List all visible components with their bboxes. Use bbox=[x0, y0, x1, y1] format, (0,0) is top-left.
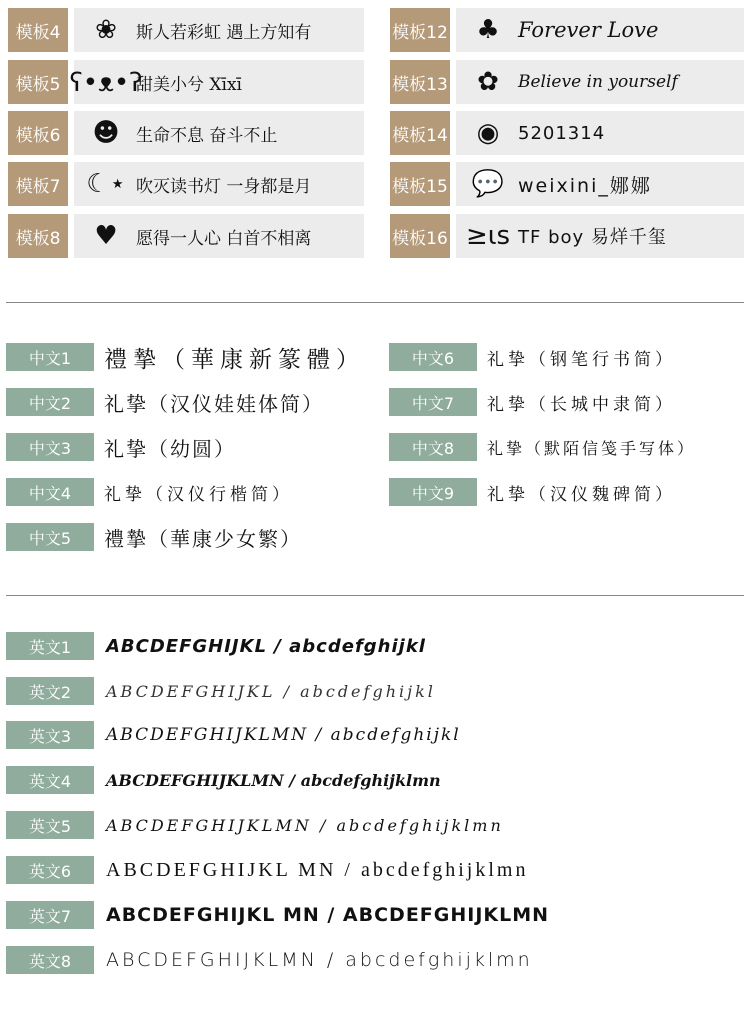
chinese-font-option[interactable] bbox=[389, 478, 676, 506]
font-sample: 禮摯（華康少女繁） bbox=[104, 526, 302, 551]
font-sample: 禮摯（華康新篆體） bbox=[104, 346, 365, 373]
template-text: 5201314 bbox=[518, 122, 606, 144]
template-preview bbox=[74, 8, 364, 52]
template-grid bbox=[0, 0, 750, 270]
template-text: 斯人若彩虹 遇上方知有 bbox=[136, 22, 312, 43]
english-font-option[interactable] bbox=[6, 946, 533, 974]
font-label: 英文2 bbox=[6, 677, 94, 705]
font-label: 中文5 bbox=[6, 523, 94, 551]
section-divider bbox=[6, 595, 744, 596]
template-label: 模板8 bbox=[8, 214, 68, 258]
bear-face-icon: ʕ•ᴥ•ʔ bbox=[69, 67, 143, 98]
template-text: weixini_娜娜 bbox=[518, 174, 652, 197]
english-font-option[interactable] bbox=[6, 811, 504, 839]
wechat-icon: 💬 bbox=[471, 169, 505, 199]
font-label: 中文1 bbox=[6, 343, 94, 371]
font-label: 英文6 bbox=[6, 856, 94, 884]
template-label: 模板16 bbox=[390, 214, 450, 258]
chinese-font-option[interactable] bbox=[6, 523, 302, 551]
chinese-font-option[interactable] bbox=[6, 388, 324, 416]
font-sample: 礼挚（长城中隶简） bbox=[487, 394, 676, 415]
font-sample: ABCDEFGHIJKLMN / abcdefghijklmn bbox=[106, 949, 533, 971]
template-option[interactable] bbox=[390, 162, 744, 206]
font-label: 中文7 bbox=[389, 388, 477, 416]
template-text: 吹灭读书灯 一身都是月 bbox=[136, 176, 312, 197]
english-font-option[interactable] bbox=[6, 901, 549, 929]
moon-star-icon: ☾⋆ bbox=[86, 169, 126, 199]
font-sample: 礼挚（汉仪魏碑简） bbox=[487, 484, 676, 505]
template-text: Forever Love bbox=[518, 18, 659, 42]
font-label: 中文8 bbox=[389, 433, 477, 461]
template-label: 模板5 bbox=[8, 60, 68, 104]
english-font-option[interactable] bbox=[6, 766, 441, 794]
template-preview bbox=[74, 111, 364, 155]
chinese-font-option[interactable] bbox=[6, 433, 236, 461]
template-label: 模板7 bbox=[8, 162, 68, 206]
template-option[interactable] bbox=[390, 60, 744, 104]
angry-bird-icon: ☻ bbox=[92, 118, 120, 148]
font-label: 中文6 bbox=[389, 343, 477, 371]
english-font-option[interactable] bbox=[6, 632, 426, 660]
template-option[interactable] bbox=[8, 8, 364, 52]
template-text: TF boy 易烊千玺 bbox=[518, 227, 667, 248]
font-sample: ABCDEFGHIJKL MN / abcdefghijklmn bbox=[106, 858, 529, 881]
font-sample: ABCDEFGHIJKLMN / abcdefghijklmn bbox=[106, 770, 441, 790]
font-sample: ABCDEFGHIJKL / abcdefghijkl bbox=[106, 635, 426, 657]
font-label: 英文4 bbox=[6, 766, 94, 794]
heart-icon: ♥ bbox=[94, 221, 118, 251]
font-label: 英文7 bbox=[6, 901, 94, 929]
template-option[interactable] bbox=[8, 162, 364, 206]
template-option[interactable] bbox=[8, 60, 364, 104]
font-sample: ABCDEFGHIJKLMN / abcdefghijklmn bbox=[106, 815, 504, 835]
template-label: 模板6 bbox=[8, 111, 68, 155]
rose-icon: ✿ bbox=[477, 67, 499, 97]
font-label: 英文5 bbox=[6, 811, 94, 839]
tfboys-logo-icon: ≥ιs bbox=[465, 221, 511, 251]
template-label: 模板12 bbox=[390, 8, 450, 52]
rose-icon: ❀ bbox=[95, 15, 117, 45]
section-divider bbox=[6, 302, 744, 303]
template-label: 模板14 bbox=[390, 111, 450, 155]
template-label: 模板13 bbox=[390, 60, 450, 104]
english-font-option[interactable] bbox=[6, 721, 461, 749]
template-preview bbox=[74, 162, 364, 206]
font-sample: ABCDEFGHIJKL MN / ABCDEFGHIJKLMN bbox=[106, 904, 550, 926]
font-sample: 礼挚（钢笔行书简） bbox=[487, 349, 676, 370]
qq-penguin-icon: ◉ bbox=[476, 118, 500, 148]
template-preview bbox=[456, 8, 744, 52]
font-label: 英文3 bbox=[6, 721, 94, 749]
template-option[interactable] bbox=[390, 111, 744, 155]
template-label: 模板4 bbox=[8, 8, 68, 52]
font-label: 中文4 bbox=[6, 478, 94, 506]
font-label: 中文9 bbox=[389, 478, 477, 506]
font-sample: 礼挚（幼圆） bbox=[104, 436, 236, 461]
font-label: 中文2 bbox=[6, 388, 94, 416]
chinese-font-option[interactable] bbox=[6, 343, 365, 371]
font-label: 英文8 bbox=[6, 946, 94, 974]
font-sample: 礼挚（汉仪娃娃体简） bbox=[104, 391, 324, 416]
font-label: 中文3 bbox=[6, 433, 94, 461]
chinese-font-option[interactable] bbox=[389, 388, 676, 416]
template-preview bbox=[74, 214, 364, 258]
chinese-font-option[interactable] bbox=[389, 343, 676, 371]
template-option[interactable] bbox=[390, 214, 744, 258]
template-text: 甜美小兮 Xīxī bbox=[136, 74, 242, 95]
english-font-option[interactable] bbox=[6, 677, 436, 705]
template-text: 愿得一人心 白首不相离 bbox=[136, 228, 312, 249]
clover-icon: ♣ bbox=[476, 15, 500, 45]
font-sample: 礼挚（汉仪行楷简） bbox=[104, 484, 293, 505]
template-option[interactable] bbox=[8, 111, 364, 155]
template-label: 模板15 bbox=[390, 162, 450, 206]
template-text: Believe in yourself bbox=[518, 72, 678, 92]
template-preview bbox=[456, 214, 744, 258]
template-option[interactable] bbox=[8, 214, 364, 258]
template-preview bbox=[456, 60, 744, 104]
font-label: 英文1 bbox=[6, 632, 94, 660]
template-option[interactable] bbox=[390, 8, 744, 52]
font-sample: ABCDEFGHIJKLMN / abcdefghijkl bbox=[106, 725, 461, 745]
chinese-font-option[interactable] bbox=[6, 478, 293, 506]
template-text: 生命不息 奋斗不止 bbox=[136, 125, 278, 146]
template-preview bbox=[69, 60, 364, 104]
template-preview bbox=[456, 162, 744, 206]
font-sample: ABCDEFGHIJKL / abcdefghijkl bbox=[106, 681, 436, 701]
font-sample: 礼挚（默陌信笺手写体） bbox=[487, 438, 697, 458]
english-font-option[interactable] bbox=[6, 856, 528, 884]
template-preview bbox=[456, 111, 744, 155]
chinese-font-option[interactable] bbox=[389, 433, 696, 461]
